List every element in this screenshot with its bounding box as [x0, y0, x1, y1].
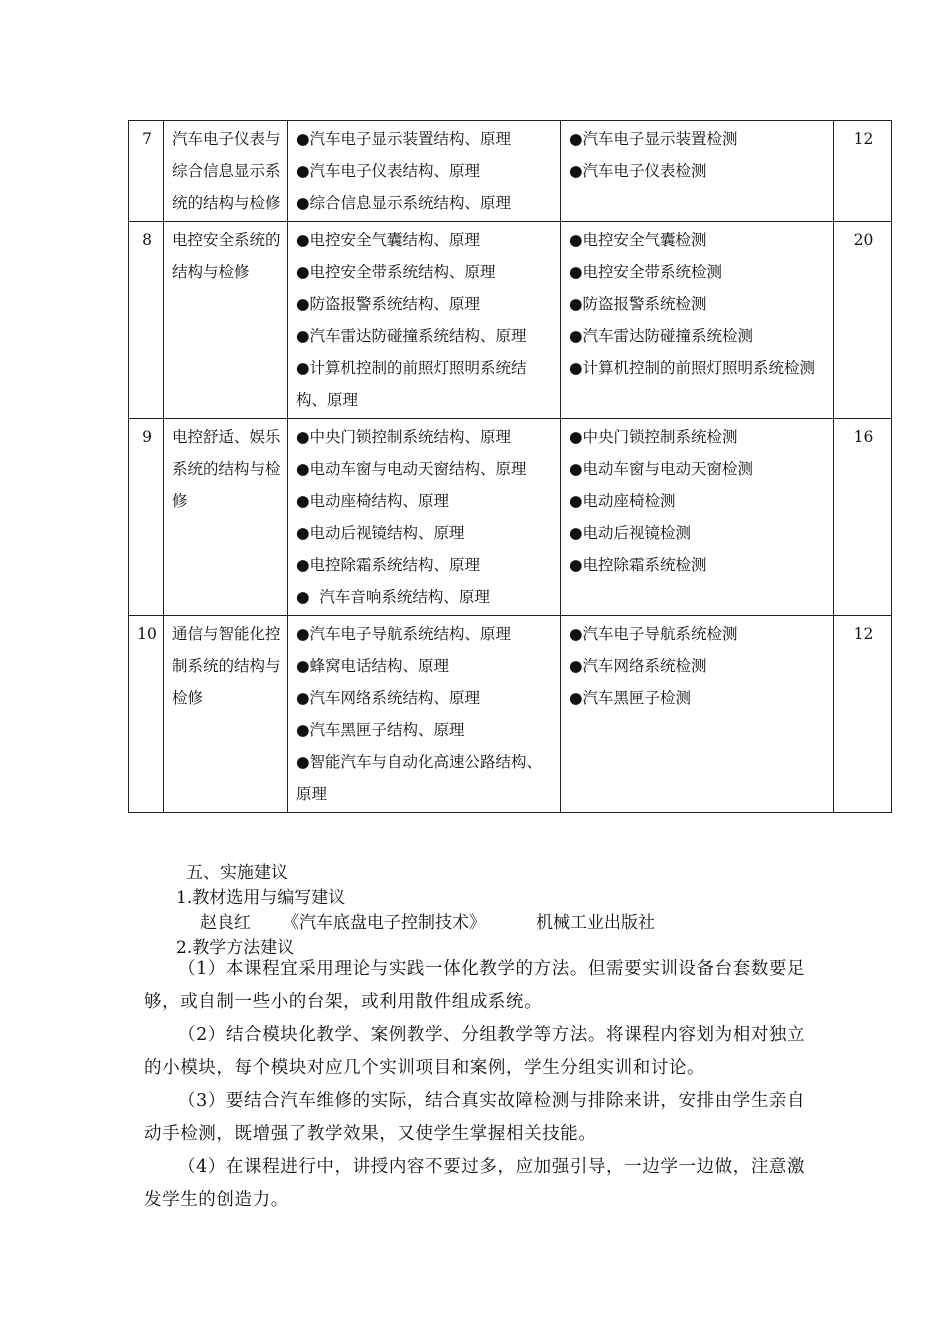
- row-number: 9: [129, 419, 164, 616]
- method-paragraph: （3）要结合汽车维修的实际，结合真实故障检测与排除来讲，安排由学生亲自动手检测，既增强了教学效果，又使学生掌握相关技能。: [144, 1091, 806, 1144]
- skill-item: ●电动后视镜检测: [569, 524, 692, 542]
- table-row: [129, 121, 892, 222]
- knowledge-item: ●电动车窗与电动天窗结构、原理: [296, 460, 527, 478]
- skill-item: ●电动座椅检测: [569, 492, 676, 510]
- skill-item: ●中央门锁控制系统检测: [569, 428, 738, 446]
- knowledge-item: ●汽车网络系统结构、原理: [296, 689, 481, 707]
- knowledge-item: ● 汽车音响系统结构、原理: [296, 588, 490, 606]
- skill-item: ●电控除霜系统检测: [569, 556, 707, 574]
- skill-item: ●汽车电子仪表检测: [569, 162, 707, 180]
- knowledge-cell: [288, 222, 561, 419]
- knowledge-item: ●汽车黑匣子结构、原理: [296, 721, 465, 739]
- hours-cell: 12: [834, 121, 892, 222]
- knowledge-item: ●电控除霜系统结构、原理: [296, 556, 481, 574]
- table-row: [129, 616, 892, 813]
- knowledge-item: ●汽车电子仪表结构、原理: [296, 162, 481, 180]
- module-name: 通信与智能化控制系统的结构与检修: [164, 616, 288, 813]
- skill-cell: [561, 222, 834, 419]
- section-heading: 五、实施建议: [186, 863, 288, 883]
- skill-item: ●电控安全带系统检测: [569, 263, 723, 281]
- subheading-methods: 2.教学方法建议: [176, 938, 295, 958]
- knowledge-item: ●电控安全气囊结构、原理: [296, 231, 481, 249]
- knowledge-item: ●汽车雷达防碰撞系统结构、原理: [296, 327, 527, 345]
- skill-item: ●防盗报警系统检测: [569, 295, 707, 313]
- knowledge-item: ●中央门锁控制系统结构、原理: [296, 428, 512, 446]
- book-title: 《汽车底盘电子控制技术》: [282, 913, 486, 933]
- knowledge-cell: [288, 616, 561, 813]
- book-author: 赵良红: [200, 913, 251, 933]
- subheading-textbook: 1.教材选用与编写建议: [176, 888, 346, 908]
- skill-item: ●汽车黑匣子检测: [569, 689, 692, 707]
- knowledge-item: ●综合信息显示系统结构、原理: [296, 194, 512, 212]
- hours-cell: 16: [834, 419, 892, 616]
- knowledge-item: ●汽车电子显示装置结构、原理: [296, 130, 512, 148]
- knowledge-item: ●蜂窝电话结构、原理: [296, 657, 450, 675]
- course-content-table: [128, 120, 892, 813]
- skill-cell: [561, 121, 834, 222]
- method-paragraph: （2）结合模块化教学、案例教学、分组教学等方法。将课程内容划为相对独立的小模块，每个模块对应几个实训项目和案例，学生分组实训和讨论。: [144, 1025, 806, 1078]
- skill-cell: [561, 419, 834, 616]
- hours-cell: 20: [834, 222, 892, 419]
- knowledge-item: ●防盗报警系统结构、原理: [296, 295, 481, 313]
- row-number: 7: [129, 121, 164, 222]
- module-name: 电控舒适、娱乐系统的结构与检修: [164, 419, 288, 616]
- module-name: 电控安全系统的结构与检修: [164, 222, 288, 419]
- knowledge-cell: [288, 121, 561, 222]
- skill-item: ●汽车电子导航系统检测: [569, 625, 738, 643]
- skill-item: ●电动车窗与电动天窗检测: [569, 460, 754, 478]
- row-number: 10: [129, 616, 164, 813]
- skill-item: ●汽车电子显示装置检测: [569, 130, 738, 148]
- skill-item: ●计算机控制的前照灯照明系统检测: [569, 359, 816, 377]
- knowledge-item: ●电动座椅结构、原理: [296, 492, 450, 510]
- knowledge-item: ●电控安全带系统结构、原理: [296, 263, 496, 281]
- skill-item: ●汽车雷达防碰撞系统检测: [569, 327, 754, 345]
- book-publisher: 机械工业出版社: [536, 913, 655, 933]
- row-number: 8: [129, 222, 164, 419]
- knowledge-item: ●计算机控制的前照灯照明系统结构、原理: [296, 359, 527, 409]
- skill-item: ●电控安全气囊检测: [569, 231, 707, 249]
- table-row: [129, 419, 892, 616]
- hours-cell: 12: [834, 616, 892, 813]
- knowledge-item: ●电动后视镜结构、原理: [296, 524, 465, 542]
- knowledge-cell: [288, 419, 561, 616]
- skill-item: ●汽车网络系统检测: [569, 657, 707, 675]
- method-paragraph: （4）在课程进行中，讲授内容不要过多，应加强引导，一边学一边做，注意激发学生的创造力。: [144, 1157, 806, 1210]
- method-paragraph: （1）本课程宜采用理论与实践一体化教学的方法。但需要实训设备台套数要足够，或自制一些小的台架，或利用散件组成系统。: [144, 959, 806, 1012]
- table-row: [129, 222, 892, 419]
- skill-cell: [561, 616, 834, 813]
- knowledge-item: ●智能汽车与自动化高速公路结构、原理: [296, 753, 543, 803]
- module-name: 汽车电子仪表与综合信息显示系统的结构与检修: [164, 121, 288, 222]
- knowledge-item: ●汽车电子导航系统结构、原理: [296, 625, 512, 643]
